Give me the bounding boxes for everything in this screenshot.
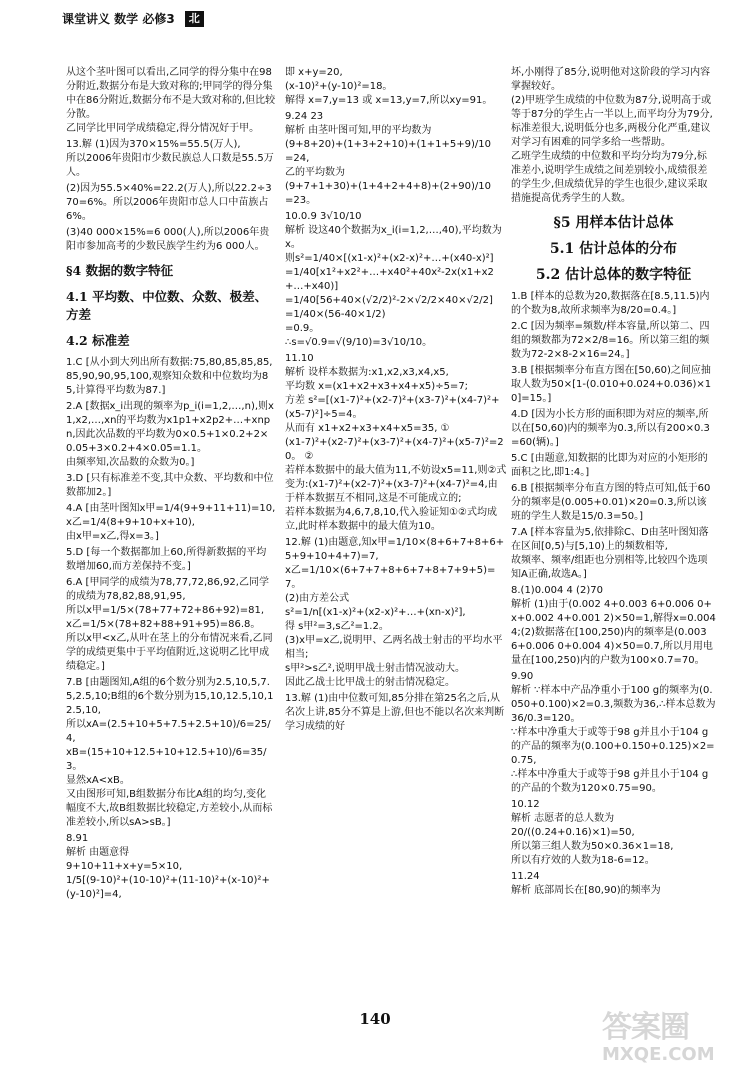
answer-paragraph: 6.B [根据频率分布直方图的特点可知,低于60分的频率是(0.005+0.01)×20=0.3,所以该班的学生人数是15/0.3=50。] [511,483,711,522]
answer-paragraph: 10.0.9 3√10/10 解析 设这40个数据为x_i(i=1,2,…,40),平均数为x。 则s²=1/40×[(x1-x)²+(x2-x)²+…+(x40-x)²] =1/40[x1²+x2²+…+x40²+40x²-2x(x1+x2+…+x40)] =1/40[56+40×(√2/2)²-2×√2/2×40×√2/2] =1/40×(56-40×1/2) =0.9。 ∴s=√0.9=√(9/10)=3√10/10。 [285,211,502,348]
answer-paragraph: 8.(1)0.004 4 (2)70 解析 (1)由于(0.002 4+0.003 6+0.006 0+x+0.002 4+0.001 2)×50=1,解得x=0.004 4;(2)数据落在[100,250)内的频率是(0.003 6+0.006 0+0.004 4)×50=0.7,所以月用电量在[100,250)内的户数为100×0.7=70。 [511,585,716,666]
section-heading: 5.2 估计总体的数字特征 [535,267,692,283]
answer-paragraph: 即 x+y=20, (x-10)²+(y-10)²=18。 解得 x=7,y=13 或 x=13,y=7,所以xy=91。 [285,67,493,106]
answer-paragraph: 9.90 解析 ∵样本中产品净重小于100 g的频率为(0.050+0.100)×2=0.3,频数为36,∴样本总数为36/0.3=120。 ∵样本中净重大于或等于98 g并且小于104 g的产品的频率为(0.100+0.150+0.125)×2=0.75, ∴样本中净重大于或等于98 g并且小于104 g的产品的个数为120×0.75=90。 [511,671,716,794]
watermark-logo [602,1011,742,1069]
answer-paragraph: 3.B [根据频率分布直方图在[50,60)之间应抽取人数为50×[1-(0.010+0.024+0.036)×10]=15。] [511,365,712,404]
column-right [511,66,716,1000]
answer-paragraph: (2)因为55.5×40%=22.2(万人),所以22.2÷370=6%。所以2006年贵阳市总人口中苗族占6%。 [66,183,272,222]
answer-paragraph: 10.12 解析 志愿者的总人数为 20/((0.24+0.16)×1)=50, 所以第三组人数为50×0.36×1=18, 所以有疗效的人数为18-6=12。 [511,799,674,866]
section-heading: §5 用样本估计总体 [553,215,674,231]
answer-paragraph: 5.C [由题意,知数据的比即为对应的小矩形的面积之比,即1:4。] [511,453,708,478]
section-heading: 4.1 平均数、中位数、众数、极差、方差 [66,289,268,322]
section-heading: 4.2 标准差 [66,333,130,348]
section-heading: §4 数据的数字特征 [66,263,174,278]
watermark-mark: 答案圈 [602,1010,689,1045]
answer-paragraph: 坏,小刚得了85分,说明他对这阶段的学习内容掌握较好。 (2)甲班学生成绩的中位数为87分,说明高于或等于87分的学生占一半以上,而平均分为79分,标准差很大,说明低分也多,两极分化严重,建议对学习有困难的同学多给一些帮助。 乙班学生成绩的中位数和平均分均为79分,标准差小,说明学生成绩之间差别较小,成绩很差的学生少,但成绩优异的学生也很少,建议采取措施提高优秀学生的人数。 [511,67,713,204]
answer-paragraph: 7.A [样本容量为5,依排除C、D由茎叶图知落在区间[0,5)与[5,10)上的频数相等, 故频率、频率/组距也分别相等,比较四个选项知A正确,故选A。] [511,527,709,580]
section-heading: 5.1 估计总体的分布 [549,241,678,257]
answer-paragraph: 13.解 (1)因为370×15%=55.5(万人), 所以2006年贵阳市少数民族总人口数是55.5万人。 [66,139,274,178]
answer-paragraph: 4.D [因为小长方形的面积即为对应的频率,所以在[50,60)内的频率为0.3,所以有200×0.3=60(辆)。] [511,409,710,448]
watermark-url: MXQE.COM [602,1044,715,1065]
answer-paragraph: 2.C [因为频率=频数/样本容量,所以第二、四组的频数都为72×2/8=16。所以第三组的频数为72-2×8-2×16=24。] [511,321,710,360]
header-title: 课堂讲义 数学 必修3 [62,12,175,26]
answer-paragraph: 2.A [数据x_i出现的频率为p_i(i=1,2,…,n),则x1,x2,…,xn的平均数为x1p1+x2p2+…+xnpn,因此次品数的平均数为0×0.5+1×0.2+2×0.05+3×0.2+4×0.05=1.1。 由频率知,次品数的众数为0。] [66,401,274,468]
answer-paragraph: 9.24 23 解析 由茎叶图可知,甲的平均数为 (9+8+20)+(1+3+2+10)+(1+1+5+9)/10 =24, 乙的平均数为 (9+7+1+30)+(1+4+2+4+8)+(2+90)/10 =23。 [285,111,492,206]
answer-paragraph: 1.B [样本的总数为20,数据落在[8.5,11.5)内的个数为8,故所求频率为8/20=0.4。] [511,291,710,316]
page-header [62,8,690,30]
answer-paragraph: 8.91 解析 由题意得 9+10+11+x+y=5×10, 1/5[(9-10)²+(10-10)²+(11-10)²+(x-10)²+(y-10)²]=4, [66,833,270,900]
answer-paragraph: 1.C [从小到大列出所有数据:75,80,85,85,85,85,90,90,95,100,观察知众数和中位数均为85,计算得平均数为87.] [66,357,273,396]
answer-paragraph: 4.A [由茎叶图知x甲=1/4(9+9+11+11)=10,x乙=1/4(8+9+10+x+10), 由x甲=x乙,得x=3。] [66,503,276,542]
answer-paragraph: 从这个茎叶图可以看出,乙同学的得分集中在98分附近,数据分布是大致对称的;甲同学的得分集中在86分附近,数据分布不是大致对称的,但比较分散。 乙同学比甲同学成绩稳定,得分情况好于甲。 [66,67,276,134]
answer-paragraph: 7.B [由题图知,A组的6个数分别为2.5,10,5,7.5,2.5,10;B组的6个数分别为15,10,12.5,10,12.5,10, 所以xA=(2.5+10+5+7.5+2.5+10)/6=25/4, xB=(15+10+12.5+10+12.5+10)/6=35/3。 显然xA<xB。 又由图形可知,B组数据分布比A组的均匀,变化幅度不大,故B组数据比较稳定,方差较小,从而标准差较小,所以sA>sB。] [66,677,274,828]
answer-paragraph: 11.10 解析 设样本数据为:x1,x2,x3,x4,x5, 平均数 x=(x1+x2+x3+x4+x5)÷5=7; 方差 s²=[(x1-7)²+(x2-7)²+(x3-7)²+(x4-7)²+(x5-7)²]÷5=4。 从而有 x1+x2+x3+x4+x5=35, ① (x1-7)²+(x2-7)²+(x3-7)²+(x4-7)²+(x5-7)²=20。 ② 若样本数据中的最大值为11,不妨设x5=11,则②式变为:(x1-7)²+(x2-7)²+(x3-7)²+(x4-7)²=4,由于样本数据互不相同,这是不可能成立的; 若样本数据为4,6,7,8,10,代入验证知①②式均成立,此时样本数据中的最大值为10。 [285,353,507,532]
answer-paragraph: 6.A [甲同学的成绩为78,77,72,86,92,乙同学的成绩为78,82,88,91,95, 所以x甲=1/5×(78+77+72+86+92)=81, x乙=1/5×(78+82+88+91+95)=86.8。 所以x甲<x乙,从叶在茎上的分布情况来看,乙同学的成绩更集中于平均值附近,这说明乙比甲成绩稳定。] [66,577,273,672]
answer-paragraph: 3.D [只有标准差不变,其中众数、平均数和中位数都加2。] [66,473,274,498]
answer-paragraph: 5.D [每一个数据都加上60,所得新数据的平均数增加60,而方差保持不变。] [66,547,267,572]
column-middle [285,66,507,1000]
edition-badge: 北 [185,11,204,27]
answer-paragraph: (3)40 000×15%=6 000(人),所以2006年贵阳市参加高考的少数民族学生约为6 000人。 [66,227,270,252]
answer-paragraph: 11.24 解析 底部周长在[80,90)的频率为 [511,871,661,896]
page-number: 140 [359,1010,391,1028]
answer-paragraph: 12.解 (1)由题意,知x甲=1/10×(8+6+7+8+6+5+9+10+4+7)=7, x乙=1/10×(6+7+7+8+6+7+8+7+9+5)=7。 (2)由方差公式 s²=1/n[(x1-x)²+(x2-x)²+…+(xn-x)²], 得 s甲²=3,s乙²=1.2。 (3)x甲=x乙,说明甲、乙两名战士射击的平均水平相当; s甲²>s乙²,说明甲战士射击情况波动大。 因此乙战士比甲战士的射击情况稳定。 [285,537,505,688]
answer-paragraph: 13.解 (1)由中位数可知,85分排在第25名之后,从名次上讲,85分不算是上游,但也不能以名次来判断学习成绩的好 [285,693,505,732]
column-left [66,66,276,1000]
